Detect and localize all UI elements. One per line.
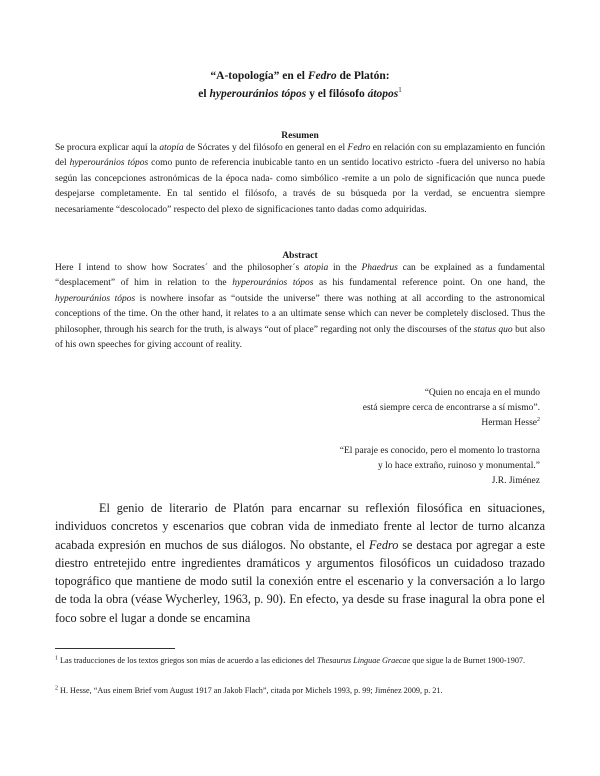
epigraph-line: y lo hace extraño, ruinoso y monumental.” [378,461,540,471]
text-run: de Sócrates y del filósofo en general en el [183,143,348,153]
footnote-divider [55,648,175,649]
text-run: can be explained as a fundamental “desplacement” of him in relation to the [55,263,545,289]
epigraph-line: “El paraje es conocido, pero el momento lo trastorna [339,446,540,456]
italic-text: Thesaurus Linguae Graecae [316,656,411,665]
body-paragraph [55,499,545,627]
text-run: Se procura explicar aquí la [55,143,160,153]
italic-text: atopia [303,263,329,273]
text-run: en relación con su emplazamiento en función del [55,143,545,169]
epigraph-author: J.R. Jiménez [491,476,540,486]
epigraph-line: “Quien no encaja en el mundo [424,388,540,398]
epigraph-author: Herman Hesse$^2$ [481,416,540,428]
italic-text: hyperouránios tópos [69,158,149,169]
text-run: Las traducciones de los textos griegos son mías de acuerdo a las ediciones del [58,656,317,665]
text-run: is nowhere insofar as “outside the universe” there was nothing at all according to the astronomical conceptions of the time. On the other hand, it relates to a an ultimate sense which can never be completely disclosed. Thus the philosopher, through his search for the truth, is always “out of place” regarding not only the discourses of the [55,293,545,335]
abstract-paragraph [55,261,545,353]
italic-text: atopía [159,143,184,153]
text-run: H. Hesse, “Aus einem Brief vom August 1917 an Jakob Flach”, citada por Michels 1993, p. 99; Jiménez 2009, p. 21. [58,686,443,695]
italic-text: hyperouránios tópos [55,293,136,304]
footnote-2 [55,684,545,698]
title-line-2: el hyperouránios tópos y el filósofo átopos$^1$ [198,86,402,100]
text-run: Here I intend to show how Socrates´ and the philosopher´s [55,263,304,273]
italic-text: hyperouránios tópos [232,278,314,289]
footnote-1 [55,654,545,668]
italic-text: Fedro [368,537,399,552]
text-run: se destaca por agregar a este diestro entretejido entre ingredientes dramáticos y argumentos filosóficos un cuidadoso trazado topográfico que mantiene de modo sutil la conexión entre el escenario y la conversación a lo largo de toda la obra (véase Wycherley, 1963, p. 90). En efecto, ya desde su frase inagural la obra pone el foco sobre el lugar a donde se encamina [55,537,545,625]
text-run: como punto de referencia inubicable tanto en un sentido locativo estricto -fuera del universo no había según las concepciones astronómicas de la época nada- como simbólico -remite a un polo de significación que nunca puede despejarse completamente. En tal sentido el filósofo, a través de su búsqueda por la verdad, se encuentra siempre necesariamente “descolocado” respecto del plexo de significaciones tanto dadas como adquiridas. [55,158,546,215]
footnote-ref-2[interactable]: 2 [537,416,540,423]
epigraph-line: está siempre cerca de encontrarse a sí mismo”. [362,403,540,413]
italic-text: Fedro [347,143,371,153]
epigraph-jimenez [240,444,540,489]
text-run: El genio de literario de Platón para encarnar su reflexión filosófica en situaciones, individuos concretos y escenarios que cobran vida de inmediato frente al lector de turno alcanza acabada expresión en muchos de sus diálogos. No obstante, el [55,501,545,552]
title-line-1: “A-topología” en el Fedro de Platón: [210,70,390,82]
resumen-heading: Resumen [281,131,319,141]
text-run: as his fundamental reference point. On one hand, the [313,278,545,289]
footnote-mark: 1 [55,655,58,662]
epigraph-hesse [240,386,540,431]
text-run: in the [328,263,362,273]
resumen-paragraph [55,141,545,218]
text-run: but also of his own speeches for giving account of reality. [55,324,545,351]
italic-text: status quo [473,324,513,335]
footnote-mark: 2 [55,685,58,692]
abstract-heading: Abstract [282,251,318,261]
text-run: que sigue la de Burnet 1900-1907. [410,656,526,665]
italic-text: Phaedrus [361,263,398,273]
footnote-ref-1[interactable]: 1 [398,86,402,95]
